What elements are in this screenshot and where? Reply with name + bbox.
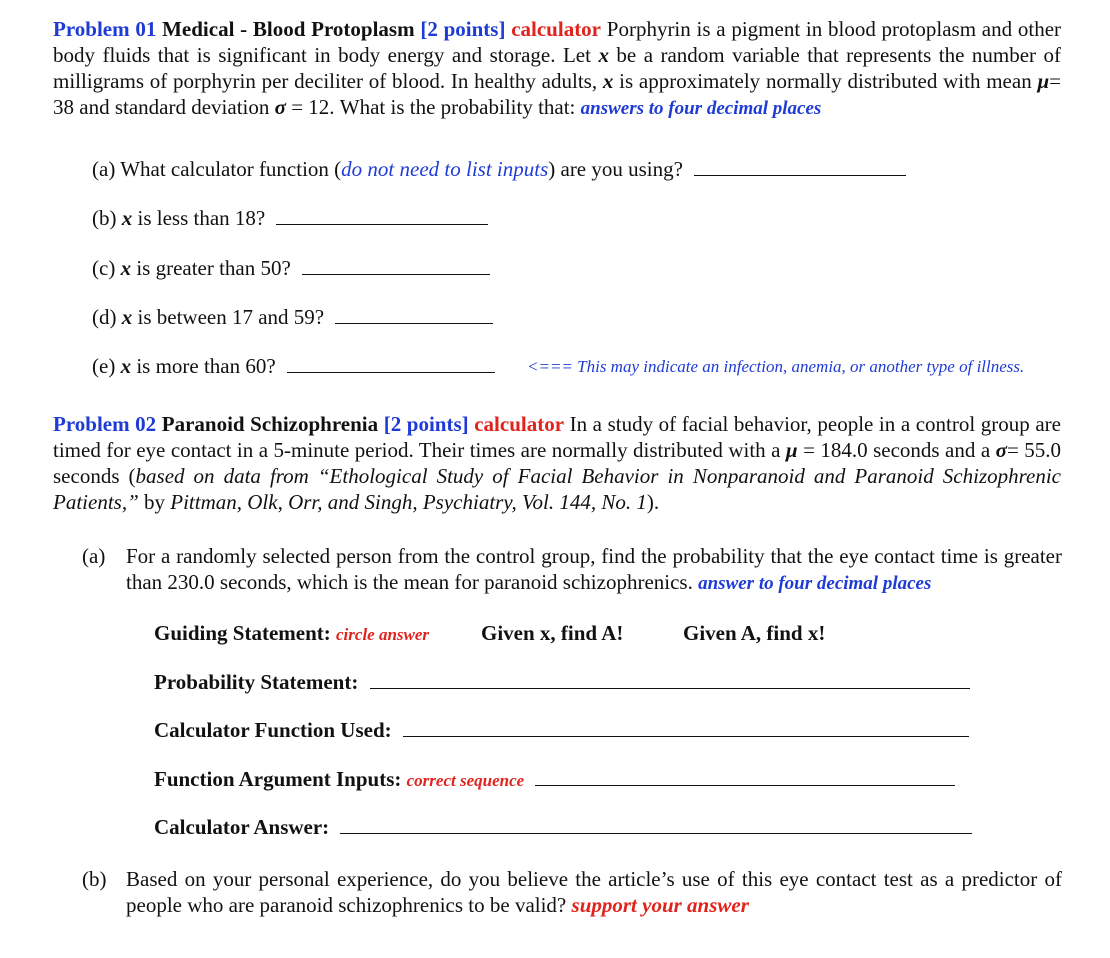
sigma-symbol: σ — [995, 438, 1007, 462]
item-d-marker: (d) — [92, 305, 117, 329]
item-c-text: is greater than 50? — [131, 256, 291, 280]
probability-statement-row — [154, 668, 970, 695]
probability-answer-blank[interactable] — [370, 668, 970, 689]
problem-02-statement — [53, 411, 1061, 515]
item-e-illness-note: <=== This may indicate an infection, anemia, or another type of illness. — [527, 357, 1025, 376]
item-c-answer-blank[interactable] — [302, 254, 490, 275]
problem-02-mean: = 184.0 seconds and a — [797, 438, 996, 462]
problem-01-item-c — [92, 254, 490, 281]
variable-x: x — [602, 69, 614, 93]
part-a-marker: (a) — [82, 544, 106, 568]
problem-01-points: [2 points] — [420, 17, 506, 41]
mu-symbol: μ — [785, 438, 798, 462]
guiding-note: circle answer — [336, 625, 430, 644]
probability-label: Probability Statement: — [154, 670, 359, 694]
function-answer-blank[interactable] — [403, 716, 969, 737]
problem-01-precision-note: answers to four decimal places — [580, 98, 822, 119]
item-c-marker: (c) — [92, 256, 116, 280]
problem-02-text-intro: In a study of facial behavior, people in a control group are timed for eye contact in a 5-minute period. Their times are normally distributed with a — [53, 412, 1061, 462]
item-e-answer-blank[interactable] — [287, 352, 495, 373]
option-given-x[interactable]: Given x, find A! — [481, 621, 624, 645]
problem-02-part-b — [82, 866, 1062, 918]
item-b-marker: (b) — [92, 206, 117, 230]
item-a-note: do not need to list inputs — [341, 157, 549, 181]
item-a-answer-blank[interactable] — [694, 155, 906, 176]
argument-inputs-row — [154, 765, 955, 794]
item-d-text: is between 17 and 59? — [132, 305, 325, 329]
problem-01-tool: calculator — [511, 17, 602, 41]
inputs-note: correct sequence — [406, 771, 525, 790]
function-used-row — [154, 716, 969, 743]
problem-01-text-mid2: is approximately normally distributed with mean — [613, 69, 1038, 93]
variable-x: x — [598, 43, 609, 67]
part-a-precision-note: answer to four decimal places — [698, 573, 932, 594]
part-b-note: support your answer — [571, 893, 749, 917]
item-b-text: is less than 18? — [132, 206, 266, 230]
problem-01-text-intro: Porphyrin is a pigment in blood protoplasm and other body fluids that is significant in body energy and storage. Let — [53, 17, 1062, 67]
problem-02-sd: = 55.0 seconds ( — [53, 438, 1061, 488]
item-b-answer-blank[interactable] — [276, 204, 488, 225]
guiding-statement-row — [154, 620, 429, 648]
item-e-marker: (e) — [92, 354, 116, 378]
problem-02-part-a — [82, 543, 1062, 597]
mu-symbol: μ — [1037, 69, 1050, 93]
problem-02-tool: calculator — [474, 412, 565, 436]
calculator-answer-blank[interactable] — [340, 813, 972, 834]
problem-01-number: Problem 01 — [53, 17, 157, 41]
problem-01-item-b — [92, 204, 488, 231]
calculator-answer-row — [154, 813, 972, 840]
problem-01-sd: = 12. What is the probability that: — [285, 95, 581, 119]
variable-x: x — [120, 354, 132, 378]
problem-01-mean: = 38 and standard deviation — [53, 69, 1061, 119]
problem-01-title: Medical - Blood Protoplasm — [162, 17, 415, 41]
problem-02-number: Problem 02 — [53, 412, 157, 436]
part-b-text: Based on your personal experience, do you believe the article’s use of this eye contact test as a predictor of people who are paranoid schizophrenics to be valid? — [126, 867, 1062, 917]
inputs-answer-blank[interactable] — [535, 765, 955, 786]
part-b-marker: (b) — [82, 867, 107, 891]
function-label: Calculator Function Used: — [154, 718, 392, 742]
problem-01-item-a — [92, 155, 906, 182]
problem-02-source-by: by — [138, 490, 171, 514]
guiding-label: Guiding Statement: — [154, 621, 331, 645]
problem-01-text-mid: be a random variable that represents the number of milligrams of porphyrin per deciliter of blood. In healthy adults, — [53, 43, 1061, 93]
problem-02-title: Paranoid Schizophrenia — [161, 412, 379, 436]
problem-01-item-d — [92, 303, 493, 330]
item-e-text: is more than 60? — [131, 354, 276, 378]
variable-x: x — [121, 206, 133, 230]
answer-label: Calculator Answer: — [154, 815, 330, 839]
item-a-text2: ) are you using? — [548, 157, 683, 181]
variable-x: x — [120, 256, 132, 280]
problem-02-source: based on data from “Ethological Study of Facial Behavior in Nonparanoid and Paranoid Schizophrenic Patients,” — [53, 464, 1061, 514]
problem-02-source-end: ). — [646, 490, 660, 514]
item-a-marker: (a) — [92, 157, 116, 181]
item-a-text: What calculator function ( — [120, 157, 342, 181]
problem-01-statement — [53, 16, 1061, 122]
item-d-answer-blank[interactable] — [335, 303, 493, 324]
problem-02-points: [2 points] — [383, 412, 469, 436]
problem-02-source-authors: Pittman, Olk, Orr, and Singh, Psychiatry, Vol. 144, No. 1 — [170, 490, 647, 514]
problem-01-item-e — [92, 352, 495, 379]
option-given-a[interactable]: Given A, find x! — [683, 621, 826, 645]
inputs-label: Function Argument Inputs: — [154, 767, 402, 791]
variable-x: x — [121, 305, 133, 329]
part-a-text: For a randomly selected person from the control group, find the probability that the eye contact time is greater than 230.0 seconds, which is the mean for paranoid schizophrenics. — [126, 544, 1062, 594]
sigma-symbol: σ — [274, 95, 286, 119]
